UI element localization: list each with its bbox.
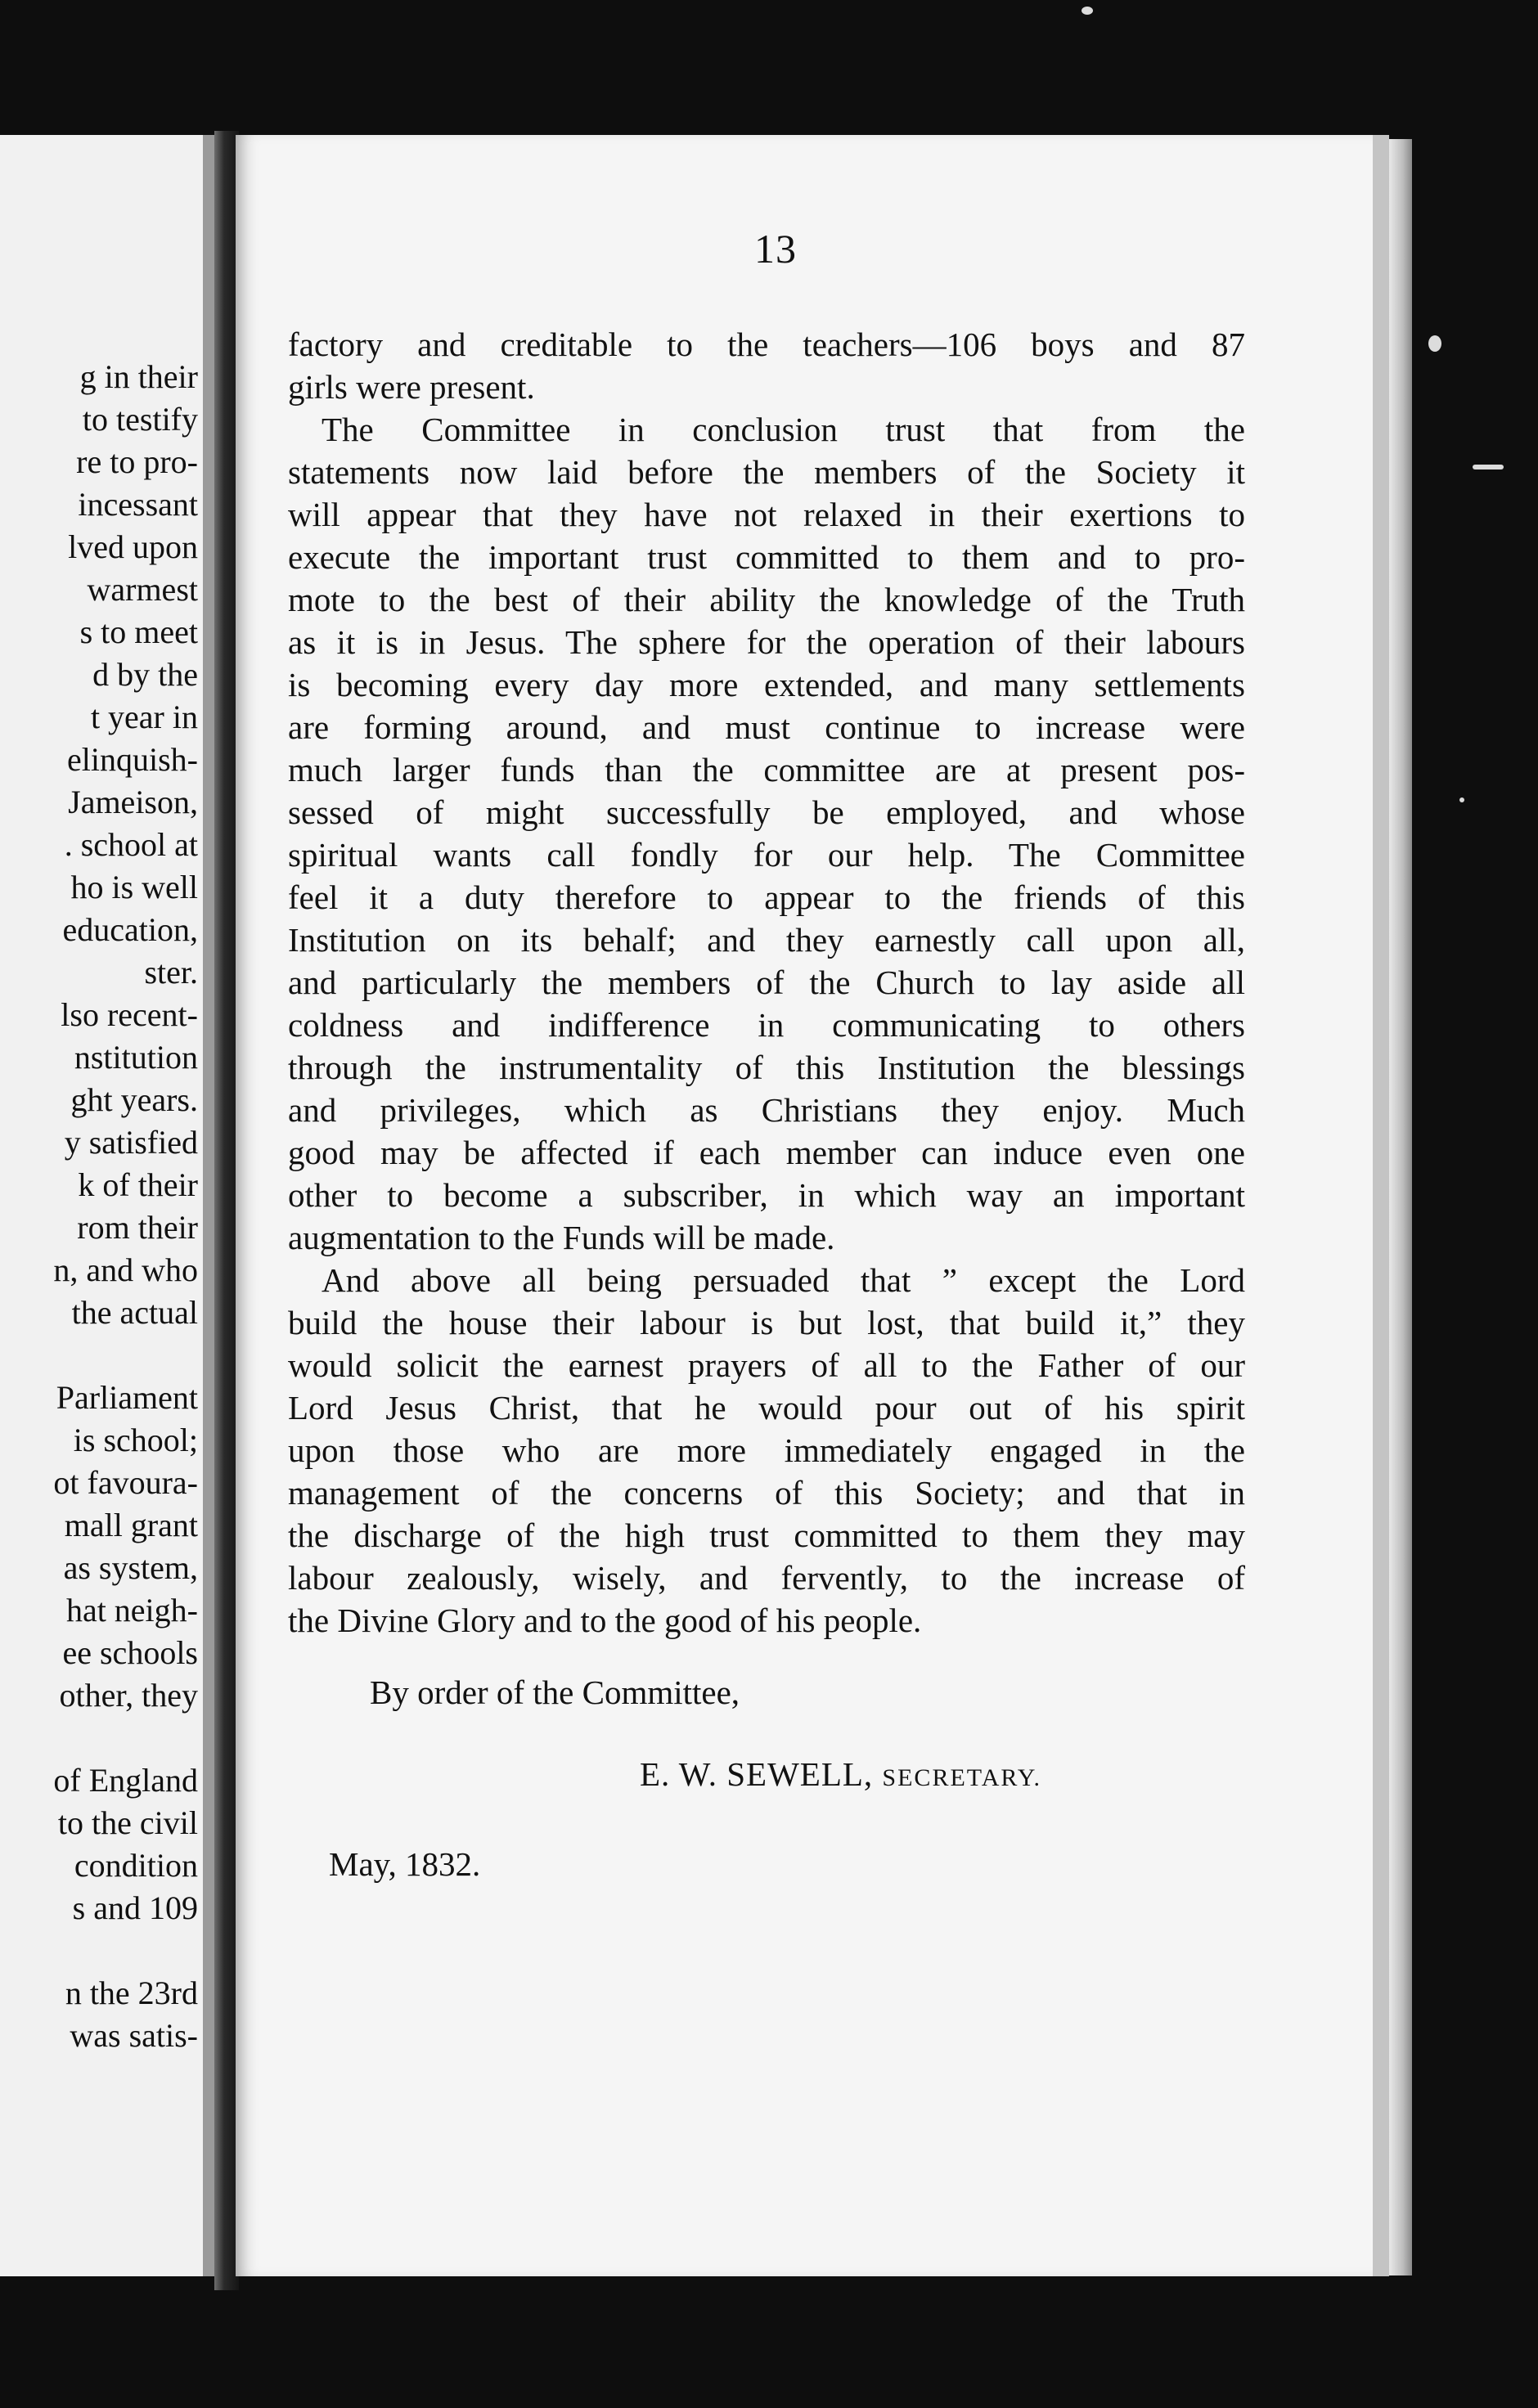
- left-page-fragment: rom their: [77, 1209, 198, 1246]
- left-page-fragment: to testify: [82, 401, 198, 438]
- left-page-fragment: . school at: [64, 826, 198, 863]
- body-line: statements now laid before the members of the Society it: [288, 453, 1245, 491]
- left-page-fragment: education,: [62, 911, 198, 948]
- left-page-fragment: condition: [74, 1847, 198, 1884]
- body-line: build the house their labour is but lost, that build it,” they: [288, 1304, 1245, 1341]
- body-line: good may be affected if each member can induce even one: [288, 1134, 1245, 1171]
- body-line: girls were present.: [288, 368, 535, 406]
- body-line: the discharge of the high trust committed to them they may: [288, 1516, 1245, 1554]
- scan-speck: [1428, 335, 1441, 352]
- left-page-fragment: re to pro-: [76, 443, 198, 480]
- left-page-fragment: mall grant: [64, 1507, 198, 1543]
- left-page-fragment: [2, 1717, 198, 1759]
- left-page-fragment: warmest: [87, 571, 198, 608]
- body-line: spiritual wants call fondly for our help. The Committee: [288, 836, 1245, 874]
- left-page-fragment: s and 109: [72, 1889, 198, 1926]
- body-line: management of the concerns of this Society; and that in: [288, 1474, 1245, 1512]
- page-edge: [1389, 139, 1412, 2275]
- left-page-fragment: ster.: [144, 954, 198, 991]
- left-page-fragment: other, they: [59, 1677, 198, 1714]
- left-page-fragment: Parliament: [56, 1379, 198, 1416]
- left-page-fragment: [2, 1930, 198, 1972]
- body-line: The Committee in conclusion trust that from the: [288, 411, 1245, 448]
- left-page-fragment: s to meet: [79, 613, 198, 650]
- page-number: 13: [754, 226, 797, 272]
- left-page-fragment: nstitution: [74, 1039, 198, 1076]
- left-page-fragment: n the 23rd: [65, 1974, 198, 2011]
- left-page-fragment: y satisfied: [64, 1124, 198, 1161]
- body-line: Lord Jesus Christ, that he would pour out of his spirit: [288, 1389, 1245, 1426]
- left-page-text-fragments: [2, 356, 198, 2057]
- left-page-fragment: lso recent-: [61, 996, 198, 1033]
- left-page-fragment: incessant: [78, 486, 198, 523]
- body-line: are forming around, and must continue to increase were: [288, 708, 1245, 746]
- body-line: Institution on its behalf; and they earnestly call upon all,: [288, 921, 1245, 959]
- scan-speck: [1082, 7, 1093, 15]
- scan-speck: [1473, 465, 1504, 469]
- body-line: factory and creditable to the teachers—106 boys and 87: [288, 326, 1245, 363]
- left-page-fragment: Jameison,: [68, 784, 198, 820]
- left-page-fragment: is school;: [73, 1422, 198, 1458]
- body-line: mote to the best of their ability the knowledge of the Truth: [288, 581, 1245, 618]
- body-line: augmentation to the Funds will be made.: [288, 1219, 835, 1256]
- signatory: [640, 1754, 1041, 1794]
- left-page-fragment: g in their: [79, 358, 198, 395]
- left-page-fragment: lved upon: [68, 528, 198, 565]
- body-line: coldness and indifference in communicating to others: [288, 1006, 1245, 1044]
- left-page-fragment: elinquish-: [67, 741, 198, 778]
- body-line: upon those who are more immediately engaged in the: [288, 1431, 1245, 1469]
- left-page-fragment: n, and who: [53, 1251, 198, 1288]
- left-page-fragment: as system,: [63, 1549, 198, 1586]
- body-line: will appear that they have not relaxed in their exertions to: [288, 496, 1245, 533]
- left-page-fragment: to the civil: [57, 1804, 198, 1841]
- left-page-fragment: hat neigh-: [65, 1592, 198, 1629]
- body-line: the Divine Glory and to the good of his people.: [288, 1602, 922, 1639]
- left-page-fragment: ght years.: [70, 1081, 198, 1118]
- body-line: feel it a duty therefore to appear to the friends of this: [288, 878, 1245, 916]
- left-page-fragment: t year in: [90, 699, 198, 735]
- body-line: is becoming every day more extended, and many settlements: [288, 666, 1245, 703]
- body-line: much larger funds than the committee are at present pos-: [288, 751, 1245, 788]
- left-page-fragment: k of their: [78, 1166, 198, 1203]
- left-page-fragment: [2, 1334, 198, 1377]
- signatory-name: E. W. SEWELL,: [640, 1755, 874, 1793]
- left-page-fragment: ee schools: [62, 1634, 198, 1671]
- signatory-title: SECRETARY.: [882, 1764, 1042, 1791]
- body-line: would solicit the earnest prayers of all to the Father of our: [288, 1346, 1245, 1384]
- left-page-fragment: d by the: [92, 656, 198, 693]
- body-text: [288, 323, 1245, 1642]
- body-line: labour zealously, wisely, and fervently, to the increase of: [288, 1559, 1245, 1597]
- body-line: execute the important trust committed to them and to pro-: [288, 538, 1245, 576]
- body-line: And above all being persuaded that ” except the Lord: [288, 1261, 1245, 1299]
- left-page-fragment: of England: [53, 1762, 198, 1799]
- left-page-fragment: was satis-: [70, 2017, 198, 2054]
- closing-line: By order of the Committee,: [370, 1673, 740, 1711]
- left-page-fragment: the actual: [71, 1294, 198, 1331]
- body-line: as it is in Jesus. The sphere for the operation of their labours: [288, 623, 1245, 661]
- right-page: [236, 135, 1389, 2276]
- date-line: May, 1832.: [329, 1845, 481, 1883]
- body-line: sessed of might successfully be employed, and whose: [288, 793, 1245, 831]
- body-line: and privileges, which as Christians they enjoy. Much: [288, 1091, 1245, 1129]
- body-line: and particularly the members of the Church to lay aside all: [288, 964, 1245, 1001]
- body-line: other to become a subscriber, in which way an important: [288, 1176, 1245, 1214]
- left-page-fragment: ot favoura-: [53, 1464, 198, 1501]
- body-line: through the instrumentality of this Institution the blessings: [288, 1049, 1245, 1086]
- left-page-fragment: ho is well: [70, 869, 198, 905]
- scan-speck: [1459, 797, 1464, 802]
- left-facing-page: [0, 135, 214, 2276]
